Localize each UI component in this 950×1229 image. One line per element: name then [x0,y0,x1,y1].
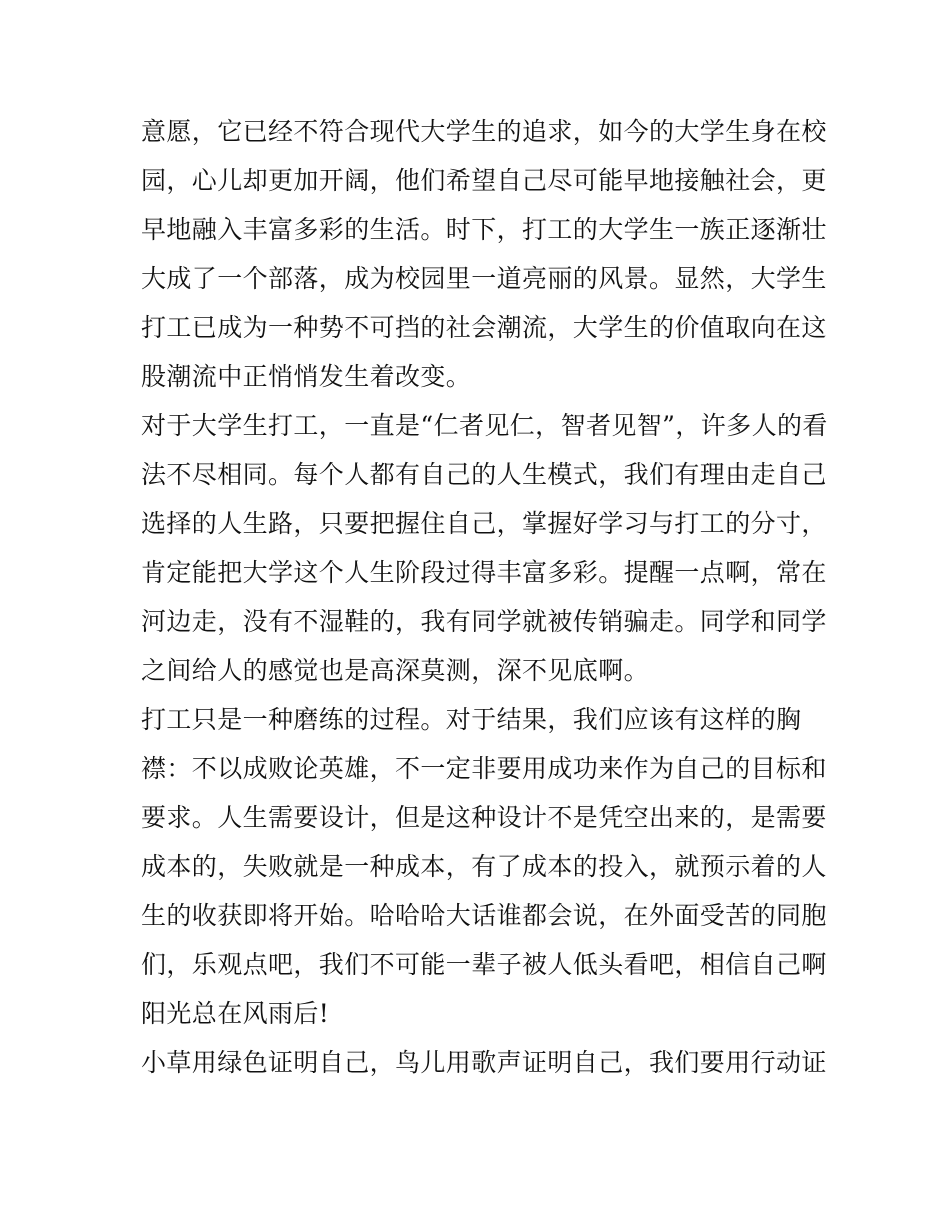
text-line: 生的收获即将开始。哈哈哈大话谁都会说，在外面受苦的同胞 [141,901,827,930]
text-line: 早地融入丰富多彩的生活。时下，打工的大学生一族正逐渐壮 [141,215,827,244]
text-line: 大成了一个部落，成为校园里一道亮丽的风景。显然，大学生 [141,264,827,293]
text-line: 选择的人生路，只要把握住自己，掌握好学习与打工的分寸， [141,509,827,538]
text-line: 肯定能把大学这个人生阶段过得丰富多彩。提醒一点啊，常在 [141,558,827,587]
text-line: 阳光总在风雨后! [141,999,330,1028]
text-line: 之间给人的感觉也是高深莫测，深不见底啊。 [141,656,650,685]
text-line: 意愿，它已经不符合现代大学生的追求，如今的大学生身在校 [141,117,827,146]
text-line: 园，心儿却更加开阔，他们希望自己尽可能早地接触社会，更 [141,166,827,195]
text-line: 成本的，失败就是一种成本，有了成本的投入，就预示着的人 [141,852,827,881]
text-line: 对于大学生打工，一直是“仁者见仁，智者见智”，许多人的看 [141,411,828,440]
text-line: 襟：不以成败论英雄，不一定非要用成功来作为自己的目标和 [141,754,827,783]
text-line: 打工只是一种磨练的过程。对于结果，我们应该有这样的胸 [141,705,802,734]
text-line: 打工已成为一种势不可挡的社会潮流，大学生的价值取向在这 [141,313,827,342]
text-line: 法不尽相同。每个人都有自己的人生模式，我们有理由走自己 [141,460,827,489]
text-line: 要求。人生需要设计，但是这种设计不是凭空出来的，是需要 [141,803,827,832]
text-line: 河边走，没有不湿鞋的，我有同学就被传销骗走。同学和同学 [141,607,827,636]
text-line: 小草用绿色证明自己，鸟儿用歌声证明自己，我们要用行动证 [141,1048,827,1077]
text-line: 股潮流中正悄悄发生着改变。 [141,362,472,391]
body-text [141,107,828,1087]
text-line: 们，乐观点吧，我们不可能一辈子被人低头看吧，相信自己啊 [141,950,827,979]
